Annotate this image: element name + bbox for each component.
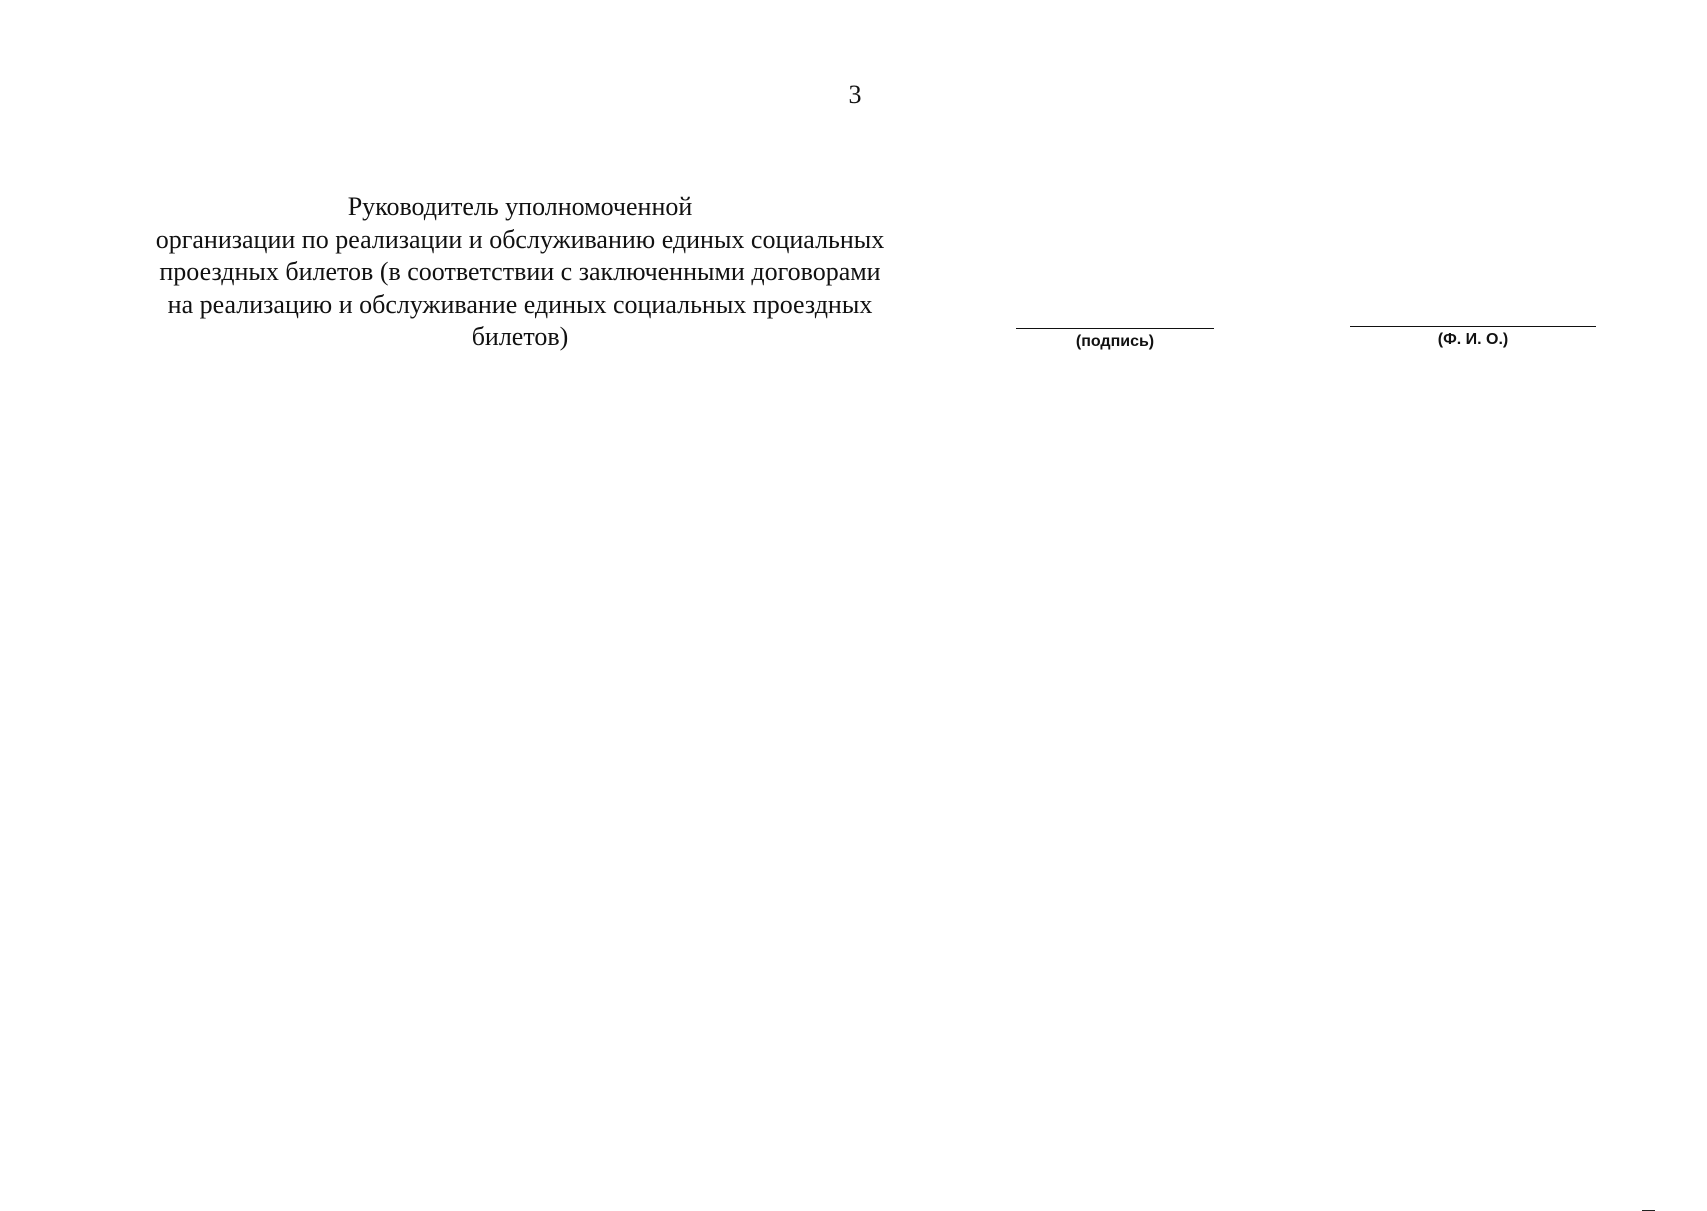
signer-title-line: на реализацию и обслуживание единых социальных проездных bbox=[167, 289, 873, 319]
signer-title-line: организации по реализации и обслуживанию единых социальных bbox=[155, 224, 885, 254]
signer-title-line: Руководитель уполномоченной bbox=[347, 192, 693, 221]
signer-title-line: проездных билетов (в соответствии с заключенными договорами bbox=[159, 257, 881, 286]
signer-title-line: билетов) bbox=[471, 322, 569, 351]
full-name-line[interactable] bbox=[1350, 326, 1596, 327]
page-number: 3 bbox=[848, 80, 862, 109]
signature-line[interactable] bbox=[1016, 328, 1214, 329]
full-name-caption: (Ф. И. О.) bbox=[1437, 331, 1509, 348]
full-name-field bbox=[1350, 326, 1596, 350]
signature-caption: (подпись) bbox=[1075, 333, 1155, 350]
signature-field bbox=[1016, 328, 1214, 352]
signer-title bbox=[110, 191, 930, 354]
